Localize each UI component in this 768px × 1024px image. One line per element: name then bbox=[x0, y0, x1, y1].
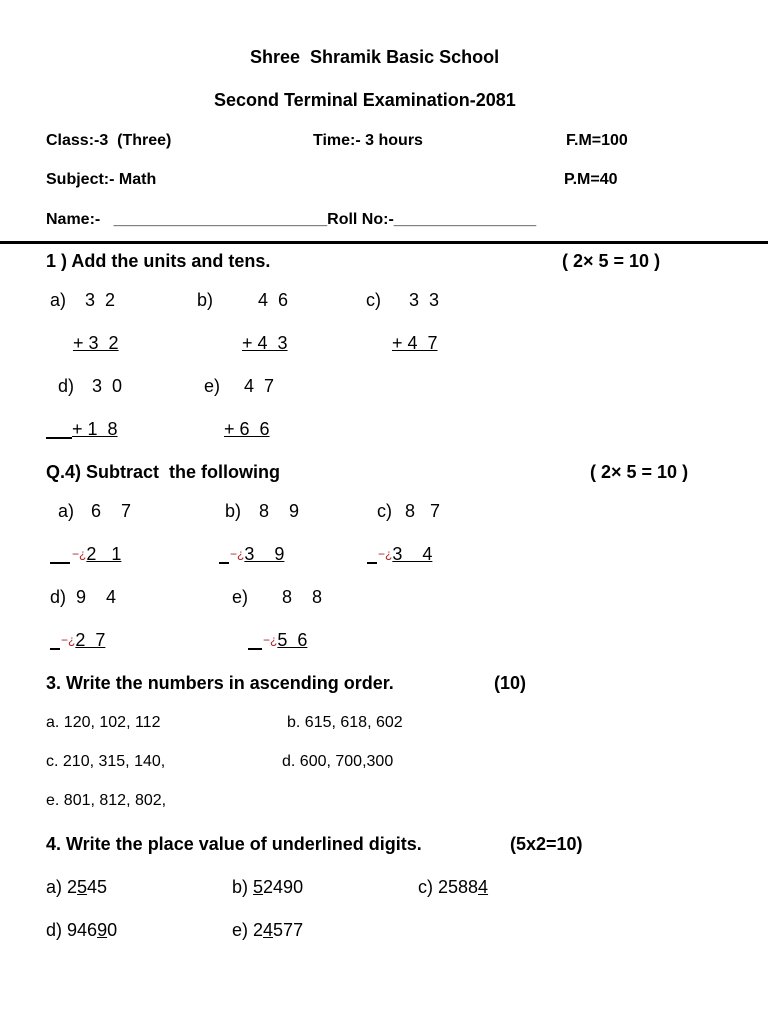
q1-c-top: 3 3 bbox=[409, 290, 440, 310]
q2-e-bottom-row bbox=[263, 631, 307, 649]
q4-item-c bbox=[418, 878, 488, 896]
exam-title: Second Terminal Examination-2081 bbox=[214, 90, 516, 110]
q4-e-label: e) bbox=[232, 920, 254, 940]
q2-c-bottom-row bbox=[378, 545, 432, 563]
q4-d-underlined: 9 bbox=[97, 920, 108, 940]
q4-c-underlined: 4 bbox=[478, 877, 489, 897]
q4-a-underlined: 5 bbox=[77, 877, 88, 897]
q4-a-post: 45 bbox=[87, 877, 108, 897]
q2-c-label: c) bbox=[377, 501, 392, 521]
q3-title: 3. Write the numbers in ascending order. bbox=[46, 673, 394, 693]
q4-item-b bbox=[232, 878, 303, 896]
q4-item-d bbox=[46, 921, 117, 939]
q4-b-post: 2490 bbox=[263, 877, 304, 897]
q2-e-label: e) bbox=[232, 587, 249, 607]
q1-d-answer-line bbox=[46, 437, 72, 439]
q1-a-label: a) bbox=[50, 290, 67, 310]
q1-title: 1 ) Add the units and tens. bbox=[46, 251, 271, 271]
q4-b-underlined: 5 bbox=[253, 877, 264, 897]
q1-e-top: 4 7 bbox=[244, 376, 275, 396]
q2-c-bottom: 3 4 bbox=[392, 544, 433, 564]
full-marks: F.M=100 bbox=[566, 132, 628, 149]
q2-b-bottom: 3 9 bbox=[244, 544, 285, 564]
q4-d-post: 0 bbox=[107, 920, 118, 940]
q4-c-pre: 2588 bbox=[438, 877, 479, 897]
q3-item-b: b. 615, 618, 602 bbox=[287, 714, 403, 731]
q1-b-label: b) bbox=[197, 290, 214, 310]
q2-e-answer-line bbox=[248, 648, 262, 650]
q4-b-label: b) bbox=[232, 877, 254, 897]
q2-d-bottom: 2 7 bbox=[75, 630, 106, 650]
q4-item-e bbox=[232, 921, 303, 939]
q2-d-label: d) bbox=[50, 587, 67, 607]
minus-icon: −¿ bbox=[263, 633, 278, 647]
q3-item-a: a. 120, 102, 112 bbox=[46, 714, 161, 731]
q3-item-d: d. 600, 700,300 bbox=[282, 753, 394, 770]
q2-a-label: a) bbox=[58, 501, 75, 521]
q2-b-answer-line bbox=[219, 562, 229, 564]
q4-marks: (5x2=10) bbox=[510, 834, 583, 854]
q1-a-bottom: + 3 2 bbox=[73, 333, 119, 353]
class-info: Class:-3 (Three) bbox=[46, 132, 172, 149]
q1-e-bottom: + 6 6 bbox=[224, 419, 270, 439]
q2-b-top: 8 9 bbox=[259, 501, 300, 521]
q2-a-bottom-row bbox=[72, 545, 121, 563]
pass-marks: P.M=40 bbox=[564, 171, 618, 188]
q4-item-a bbox=[46, 878, 107, 896]
minus-icon: −¿ bbox=[61, 633, 76, 647]
q1-c-label: c) bbox=[366, 290, 381, 310]
q2-d-top: 9 4 bbox=[76, 587, 117, 607]
q4-c-label: c) bbox=[418, 877, 438, 897]
q3-item-c: c. 210, 315, 140, bbox=[46, 753, 166, 770]
q2-b-bottom-row bbox=[230, 545, 284, 563]
q2-a-bottom: 2 1 bbox=[86, 544, 122, 564]
subject-info: Subject:- Math bbox=[46, 171, 157, 188]
q4-e-post: 577 bbox=[273, 920, 304, 940]
q1-d-top: 3 0 bbox=[92, 376, 123, 396]
q2-d-bottom-row bbox=[61, 631, 105, 649]
q1-b-bottom: + 4 3 bbox=[242, 333, 288, 353]
q2-title: Q.4) Subtract the following bbox=[46, 462, 280, 482]
q1-d-bottom: + 1 8 bbox=[72, 419, 118, 439]
q4-a-pre: 2 bbox=[67, 877, 78, 897]
q4-d-label: d) bbox=[46, 920, 68, 940]
minus-icon: −¿ bbox=[378, 547, 393, 561]
q4-e-underlined: 4 bbox=[263, 920, 274, 940]
q1-c-bottom: + 4 7 bbox=[392, 333, 438, 353]
q2-c-answer-line bbox=[367, 562, 377, 564]
q1-b-top: 4 6 bbox=[258, 290, 289, 310]
q2-a-top: 6 7 bbox=[91, 501, 132, 521]
q4-a-label: a) bbox=[46, 877, 68, 897]
q1-d-label: d) bbox=[58, 376, 75, 396]
q1-e-label: e) bbox=[204, 376, 221, 396]
q1-marks: ( 2× 5 = 10 ) bbox=[562, 251, 661, 271]
q4-e-pre: 2 bbox=[253, 920, 264, 940]
q2-e-top: 8 8 bbox=[282, 587, 323, 607]
time-info: Time:- 3 hours bbox=[313, 132, 423, 149]
q1-a-top: 3 2 bbox=[85, 290, 116, 310]
minus-icon: −¿ bbox=[230, 547, 245, 561]
q4-d-pre: 946 bbox=[67, 920, 98, 940]
minus-icon: −¿ bbox=[72, 547, 87, 561]
q4-title: 4. Write the place value of underlined digits. bbox=[46, 834, 422, 854]
q2-e-bottom: 5 6 bbox=[277, 630, 308, 650]
name-roll-line: Name:- ________________________Roll No:-________________ bbox=[46, 211, 537, 228]
q2-a-answer-line bbox=[50, 562, 70, 564]
school-name: Shree Shramik Basic School bbox=[250, 47, 500, 67]
q3-marks: (10) bbox=[494, 673, 527, 693]
header-divider bbox=[0, 241, 768, 244]
q2-c-top: 8 7 bbox=[405, 501, 441, 521]
q2-marks: ( 2× 5 = 10 ) bbox=[590, 462, 689, 482]
q2-d-answer-line bbox=[50, 648, 60, 650]
q2-b-label: b) bbox=[225, 501, 242, 521]
q3-item-e: e. 801, 812, 802, bbox=[46, 792, 167, 809]
